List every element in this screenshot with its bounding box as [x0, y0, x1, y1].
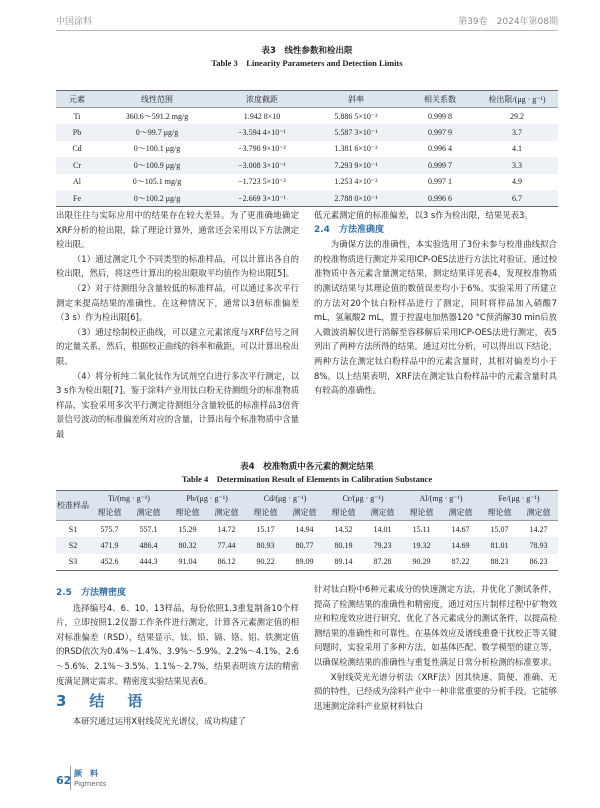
table-cell: 3.7 [476, 124, 558, 141]
table-cell: Ti [73, 111, 81, 121]
table-row [56, 537, 558, 554]
table-cell: 0～99.7 μg/g [98, 124, 216, 141]
table-cell: 1.253 4×10⁻² [334, 177, 378, 187]
section-heading: 2.4 方法准确度 [314, 224, 384, 235]
page-header [56, 12, 558, 30]
table-cell: 452.6 [90, 554, 129, 571]
footer-journal-en: Pigments [74, 780, 107, 788]
table3-header: 检出限/(μg · g⁻¹) [476, 91, 558, 108]
table-cell: 88.23 [480, 554, 519, 571]
table4-sub-header: 理论值 [402, 506, 441, 521]
table-cell: 90.22 [246, 554, 285, 571]
paragraph: （3）通过绘制校正曲线，可以建立元素浓度与XRF信号之间的定量关系，然后，根据校正曲线的斜率和截距，可以计算出检出限。 [56, 326, 299, 366]
table4-sub-header: 测定值 [129, 506, 168, 521]
table-cell: 29.2 [510, 111, 524, 121]
table-cell: 14.27 [529, 524, 548, 534]
table-cell: −3.008 3×10⁻¹ [216, 157, 308, 174]
right-column-upper [314, 208, 557, 398]
table4-group-header: Al/(mg · g⁻¹) [402, 491, 480, 506]
table-cell: 87.28 [363, 554, 402, 571]
table-cell: 15.07 [490, 524, 509, 534]
table3-caption-en: Table 3 Linearity Parameters and Detection Limits [211, 58, 403, 68]
table4-sub-header: 理论值 [90, 506, 129, 521]
journal-name: 中国涂料 [56, 17, 93, 27]
table-cell: 0.999 7 [404, 157, 476, 174]
table4-group-header: Pb/(μg · g⁻¹) [168, 491, 246, 506]
table-cell: 0.997 1 [428, 177, 452, 187]
paragraph: 针对钛白粉中6种元素成分的快速测定方法，并优化了测试条件，提高了检测结果的准确性和精密度，通过对压片制样过程中矿物效应和粒度效应进行研究，优化了各元素成分的测试条件，以提高检测结果的准确性和可靠性。在基体效应及谱线重叠干扰校正等关键问题时，实验采用了多种方法，如基体匹配、数学模型的建立等，以确保检测结果的准确性与重复性满足日常分析检测的标准要求。 [314, 584, 557, 667]
table-row [56, 157, 558, 174]
table-row [56, 141, 558, 158]
table-row [56, 190, 558, 207]
table4-sub-header: 测定值 [441, 506, 480, 521]
table-cell: 80.19 [324, 537, 363, 554]
table-cell: 0～100.2 μg/g [98, 190, 216, 207]
table-cell: 90.29 [402, 554, 441, 571]
table3-caption [56, 44, 558, 69]
table4-group-header: Cr/(μg · g⁻¹) [324, 491, 402, 506]
table-cell: 81.01 [480, 537, 519, 554]
table-cell: 557.1 [139, 524, 158, 534]
issue-info: 第39卷 2024年第08期 [458, 17, 558, 27]
table-cell: 14.69 [441, 537, 480, 554]
table-cell: 0.997 9 [404, 124, 476, 141]
table-cell: 6.7 [476, 190, 558, 207]
paragraph: （1）通过测定几个不同类型的标准样品，可以计算出各自的检出限，然后，将这些计算出的检出限取平均值作为检出限[5]。 [56, 253, 299, 279]
table-cell: Al [73, 177, 81, 187]
paragraph: （2）对于待测组分含量较低的标准样品，可以通过多次平行测定来提高结果的准确性，在这种情况下，通常以3倍标准偏差（3 s）作为检出限[6]。 [56, 282, 299, 323]
table-cell: 4.9 [512, 177, 522, 187]
table-cell: 0.996 6 [404, 190, 476, 207]
table-cell: 86.12 [207, 554, 246, 571]
table-cell: 15.17 [256, 524, 275, 534]
table-cell: 7.293 9×10⁻¹ [308, 157, 404, 174]
table4-sub-header: 测定值 [207, 506, 246, 521]
table4-sample-header: 校准样品 [56, 491, 90, 521]
table-cell: Cr [56, 157, 98, 174]
table-cell: 80.93 [246, 537, 285, 554]
table-cell: 0～100.9 μg/g [98, 157, 216, 174]
table3-header: 浓度截距 [216, 91, 308, 108]
table-cell: 15.29 [178, 524, 197, 534]
table-cell: 14.94 [295, 524, 314, 534]
table4-sub-header: 理论值 [324, 506, 363, 521]
table-cell: 4.1 [512, 144, 522, 154]
table-cell: 0～105.1 mg/g [132, 177, 182, 187]
table3-header: 斜率 [308, 91, 404, 108]
table-cell: S1 [68, 524, 78, 534]
table-cell: 2.788 0×10⁻¹ [308, 190, 404, 207]
table-cell: 471.9 [90, 537, 129, 554]
page-footer [56, 766, 156, 794]
paragraph: X射线荧光光谱分析法（XRF法）因其快速、简便、准确、无损的特性，已经成为涂料产业中一种非常重要的分析手段。它能够迅速测定涂料产业原材料钛白 [314, 671, 557, 711]
table-cell: 86.23 [519, 554, 558, 571]
table-cell: 15.11 [412, 524, 431, 534]
section-heading: 2.5 方法精密度 [56, 588, 126, 598]
table-row [56, 554, 558, 571]
table-cell: 19.32 [402, 537, 441, 554]
page-number: 62 [56, 774, 72, 787]
table-cell: 0.999 8 [428, 111, 452, 121]
table3-caption-zh: 表3 线性参数和检出限 [261, 46, 353, 56]
table4-sub-header: 理论值 [480, 506, 519, 521]
table-cell: 91.04 [168, 554, 207, 571]
table-cell: −3.790 9×10⁻² [238, 144, 286, 154]
table-cell: 5.587 3×10⁻¹ [308, 124, 404, 141]
footer-divider [70, 766, 71, 790]
table-cell: Cd [72, 144, 82, 154]
table-cell: −2.669 3×10⁻¹ [216, 190, 308, 207]
table-cell: 360.6～591.2 mg/g [125, 111, 189, 121]
table-cell: 77.44 [207, 537, 246, 554]
table-cell: 14.52 [334, 524, 353, 534]
table4 [56, 490, 558, 571]
table-row [56, 108, 558, 125]
table-cell: 0～100.1 μg/g [133, 144, 181, 154]
header-divider [56, 30, 558, 31]
paragraph: 本研究通过运用X射线荧光光谱仪，成功构建了 [72, 716, 247, 727]
left-column-lower [56, 586, 299, 729]
table4-caption-en: Table 4 Determination Result of Elements in Calibration Substance [181, 474, 433, 484]
table-cell: 89.14 [324, 554, 363, 571]
paragraph: （4）将分析纯二氧化钛作为试剂空白进行多次平行测定，以3 s作为检出限[7]。鉴于涂料产业用钛白粉无待测组分的标准物质样品，实验采用多次平行测定待测组分含量较低的标准样品3倍背景信号波动的标准偏差所对应的含量，计算出每个标准物质中含量最 [56, 370, 299, 439]
table4-group-header: Ti/(mg · g⁻¹) [90, 491, 168, 506]
table-cell: 1.942 8×10 [243, 111, 281, 121]
right-column-lower [314, 582, 557, 713]
table3 [56, 90, 558, 207]
table4-sub-header: 测定值 [285, 506, 324, 521]
table-row [56, 174, 558, 191]
table-cell: Pb [56, 124, 98, 141]
paragraph: 选择编号4、6、10、13样品，每份依照1.3重复制备10个样片，立即按照1.2仪器工作条件进行测定，计算各元素测定值的相对标准偏差（RSD），结果显示，钛、铅、镉、铬、铝、铁测定值的RSD依次为0.4%～1.4%、3.9%～5.9%、2.2%～4.1%、2.6～5.6%、2.1%～3.5%、1.1%～2.7%，结果表明该方法的精密度满足测定需求。精密度实验结果见表6。 [56, 602, 299, 686]
table4-group-header: Cd/(μg · g⁻¹) [246, 491, 324, 506]
table3-header: 线性范围 [98, 91, 216, 108]
table-cell: S3 [56, 554, 90, 571]
table-row [56, 521, 558, 538]
chapter-heading: 3 结 语 [56, 692, 147, 711]
table-cell: 78.93 [519, 537, 558, 554]
table-cell: −3.594 4×10⁻¹ [216, 124, 308, 141]
table-cell: S2 [56, 537, 90, 554]
table-cell: 87.22 [441, 554, 480, 571]
table4-sub-header: 测定值 [363, 506, 402, 521]
table4-group-header: Fe/(μg · g⁻¹) [480, 491, 558, 506]
table-cell: 14.72 [217, 524, 236, 534]
table-cell: Fe [56, 190, 98, 207]
table-cell: 89.09 [285, 554, 324, 571]
table-cell: 486.4 [129, 537, 168, 554]
table-cell: 80.77 [285, 537, 324, 554]
left-column-upper [56, 208, 299, 442]
table3-header: 相关系数 [404, 91, 476, 108]
table-cell: 5.886 5×10⁻² [334, 111, 378, 121]
table-cell: 444.3 [129, 554, 168, 571]
table4-caption-zh: 表4 校准物质中各元素的测定结果 [240, 462, 374, 472]
table-cell: 575.7 [100, 524, 119, 534]
paragraph: 出限往往与实际应用中的结果存在较大差异。为了更准确地确定XRF分析的检出限，除了理论计算外，通常还会采用以下方法测定检出限。 [56, 210, 299, 250]
footer-journal-name: 颜 料 [74, 769, 98, 778]
table-cell: 0.996 4 [428, 144, 452, 154]
paragraph: 低元素测定值的标准偏差，以3 s作为检出限，结果见表3。 [314, 210, 533, 220]
paragraph: 为确保方法的准确性，本实验选用了3份未参与校准曲线拟合的校准物质进行测定并采用ICP-OES法进行方法比对验证。通过校准物质中各元素含量测定结果，测定结果详见表4，发现校准物质的测试结果与其理论值的数值误差均小于6%。实验采用了所建立的方法对20个钛白粉样品进行了测定，同时将样品加入硝酸7 mL，氢氟酸2 mL，置于控温电加热器120 °C预消解30 min后放入微波消解仪进行消解至容移解后采用ICP-OES法进行测定，表5列出了两种方法所得的结果。通过对比分析，可以得出以下结论，两种方法在测定钛白粉样品中的元素含量时，其相对偏差均小于8%。以上结果表明，XRF法在测定钛白粉样品中的元素含量时具有较高的准确性。 [314, 239, 558, 396]
table3-header: 元素 [56, 91, 98, 108]
table4-caption [56, 460, 558, 485]
table4-sub-header: 理论值 [246, 506, 285, 521]
table-row [56, 124, 558, 141]
table-cell: −1.723 5×10⁻² [238, 177, 286, 187]
table-cell: 3.3 [476, 157, 558, 174]
table-cell: 79.23 [363, 537, 402, 554]
table-cell: 1.381 6×10⁻² [334, 144, 378, 154]
table4-sub-header: 理论值 [168, 506, 207, 521]
table-cell: 80.32 [168, 537, 207, 554]
table4-sub-header: 测定值 [519, 506, 558, 521]
table-cell: 14.67 [451, 524, 470, 534]
table-cell: 14.01 [373, 524, 392, 534]
